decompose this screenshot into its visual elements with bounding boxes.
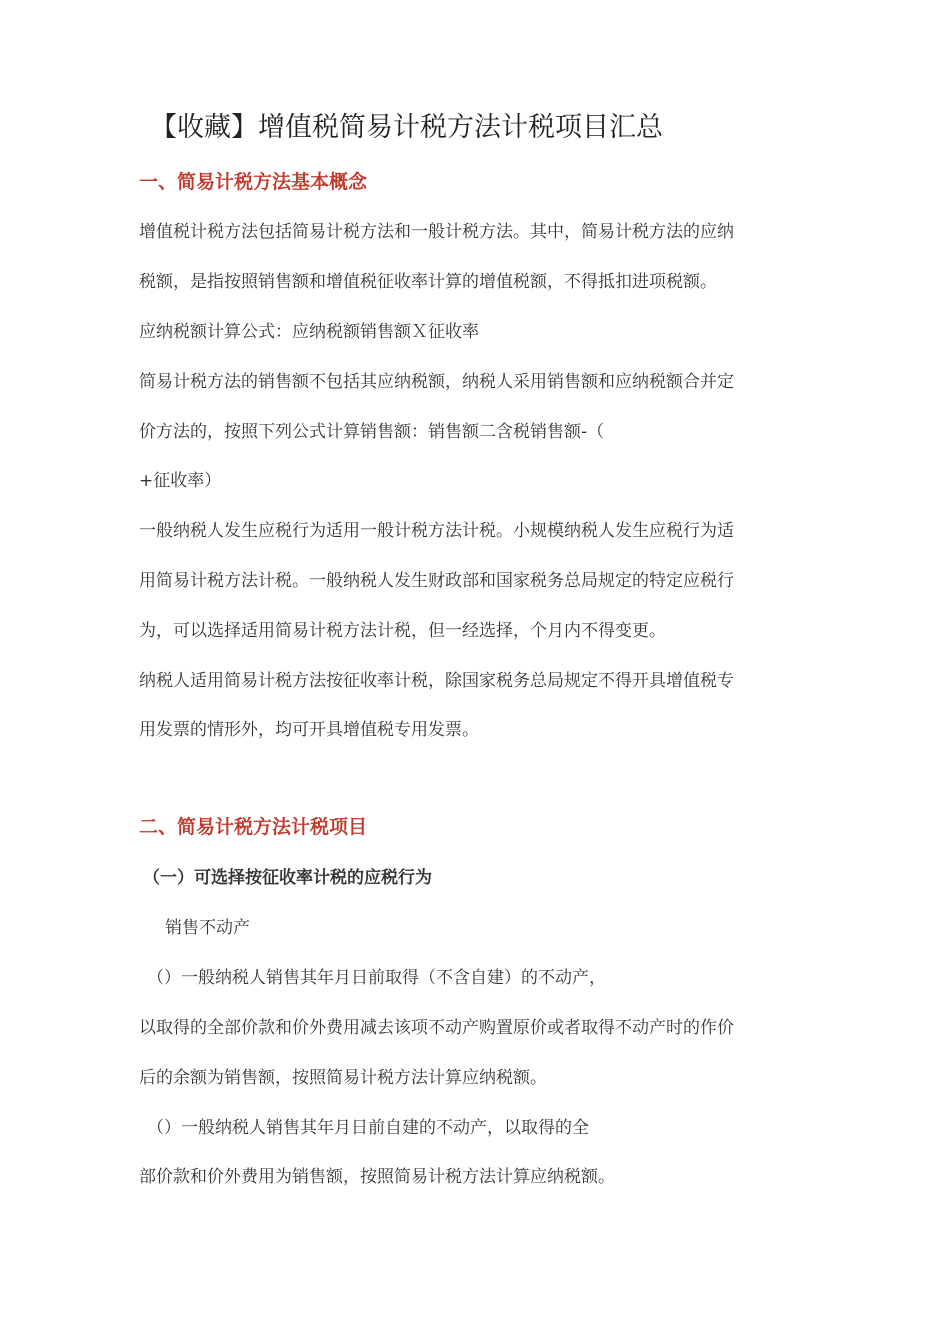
section1-heading: 一、简易计税方法基本概念 — [139, 171, 368, 193]
section1-line-2: 税额，是指按照销售额和增值税征收率计算的增值税额，不得抵扣进项税额。 — [139, 272, 717, 292]
section1-line-11: 用发票的情形外，均可开具增值税专用发票。 — [139, 720, 479, 740]
section2-line-6: 部价款和价外费用为销售额，按照简易计税方法计算应纳税额。 — [139, 1167, 615, 1187]
section1-line-6: +征收率） — [139, 471, 222, 491]
section2-line-4: 后的余额为销售额，按照简易计税方法计算应纳税额。 — [139, 1068, 547, 1088]
section1-line-9: 为，可以选择适用简易计税方法计税，但一经选择，个月内不得变更。 — [139, 621, 666, 641]
section1-line-1: 增值税计税方法包括简易计税方法和一般计税方法。其中，简易计税方法的应纳 — [139, 222, 734, 242]
section1-line-5: 价方法的，按照下列公式计算销售额：销售额二含税销售额-（ — [139, 422, 605, 442]
section2-line-3: 以取得的全部价款和价外费用减去该项不动产购置原价或者取得不动产时的作价 — [139, 1018, 734, 1038]
section1-line-10: 纳税人适用简易计税方法按征收率计税，除国家税务总局规定不得开具增值税专 — [139, 671, 734, 691]
section2-line-5: （）一般纳税人销售其年月日前自建的不动产，以取得的全 — [147, 1118, 589, 1138]
section2-item-title: 销售不动产 — [165, 918, 250, 938]
section2-subheading: （一）可选择按征收率计税的应税行为 — [143, 868, 432, 888]
section1-line-4: 简易计税方法的销售额不包括其应纳税额，纳税人采用销售额和应纳税额合并定 — [139, 372, 734, 392]
section1-line-7: 一般纳税人发生应税行为适用一般计税方法计税。小规模纳税人发生应税行为适 — [139, 521, 734, 541]
section2-heading: 二、简易计税方法计税项目 — [139, 816, 368, 838]
document-title: 【收藏】增值税简易计税方法计税项目汇总 — [150, 112, 663, 143]
section1-line-8: 用简易计税方法计税。一般纳税人发生财政部和国家税务总局规定的特定应税行 — [139, 571, 734, 591]
section1-formula-line: 应纳税额计算公式：应纳税额销售额Ｘ征收率 — [139, 322, 479, 342]
section2-line-2: （）一般纳税人销售其年月日前取得（不含自建）的不动产， — [147, 968, 606, 988]
